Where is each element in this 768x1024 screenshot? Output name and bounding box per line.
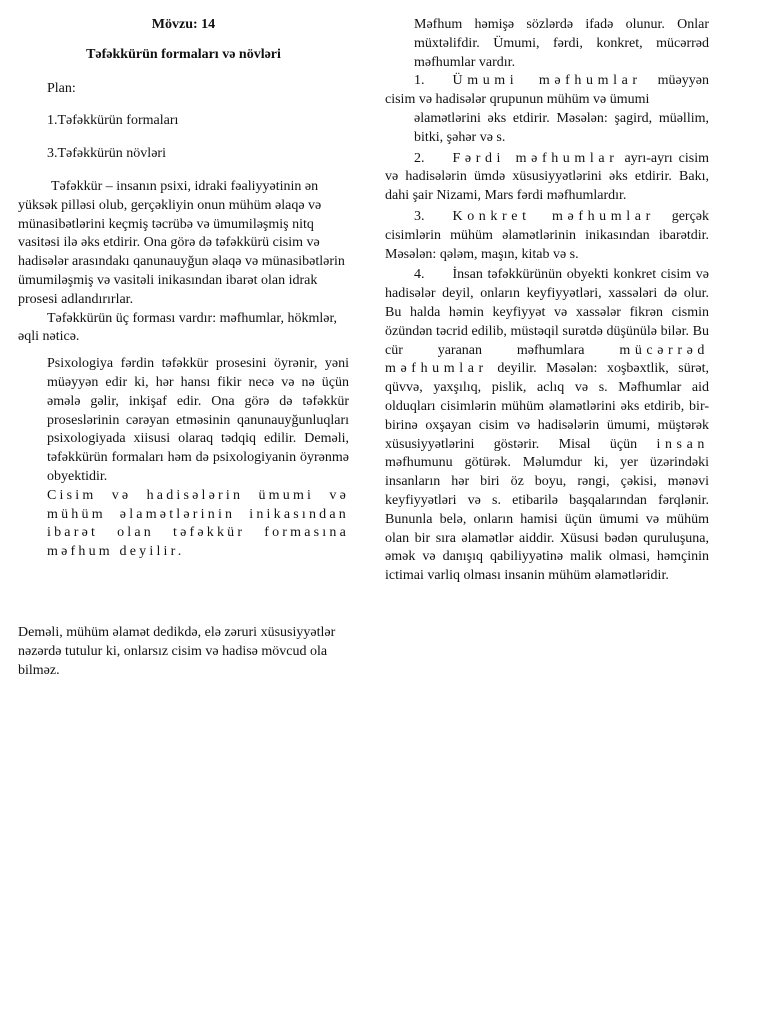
list-item: 4. İnsan təfəkkürünün obyekti konkret cisim və hadisələr deyil, onların keyfiyyətləri, xassələri də olur. Bu halda həmin keyfiyyət və xassələr fikrən cismin özündən təcrid edilib, müstəqil surətdə düşünülə bilər. Bu cür yaranan məfhumlara mücərrəd məfhumlar deyilir. Məsələn: xoşbəxtlik, sürət, qüvvə, yaxşılıq, pislik, aclıq və s. Məfhumlar aid olduqları cisimlərin mühüm əlamətlərini əks etdirib, bir-birinə oxşayan cisim və hadisələrin ümumi, müştərək xüsusiyyətlərini göstərir. Misal üçün insan məfhumunu götürək. Məlumdur ki, yer üzərindəki insanların hər biri öz boyu, rəngi, çəkisi, mənəvi keyfiyyətləri və s. etibarilə başqalarından fərqlənir. Bununla belə, onların hamisi üçün ümumi və mühüm olan bir sıra əlamətlər aiddir. Xüsusi bədən quruluşuna, əmək və danışıq qabiliyyətinə malik olmasi, həmçinin ictimai varliq olması insanin mühüm əlamətləridir.: [385, 267, 710, 584]
term-human: insan: [656, 436, 710, 452]
list-item: 1. Ümumi məfhumlar müəyyən cisim və hadisələr qrupunun mühüm və ümumi: [385, 73, 709, 108]
list-number: 4.: [414, 267, 425, 283]
term-individual: Fərdi məfhumlar: [452, 150, 619, 166]
term-abstract: mücərrəd məfhumlar: [385, 342, 709, 377]
concept-intro: Məfhum həmişə sözlərdə ifadə olunur. Onlar müxtəlifdir. Ümumi, fərdi, konkret, mücərrəd məfhumlar vardır.: [414, 17, 709, 70]
definition-paragraph: Təfəkkür – insanın psixi, idraki fəaliyyətinin ən yüksək pilləsi olub, gerçəkliyin onun mühüm əlaqə və münasibətlərini keçmiş təcrübə və ümumiləşmiş nitq vasitəsi ilə əks etdirir. Ona görə də təfəkkürü cisim və hadisələr arasındakı qanunauyğun əlaqə və münasibətlərin ümumiləşmiş və vasitəli inikasından ibarət olan idrak prosesi adlandırırlar.: [18, 178, 345, 307]
forms-paragraph: Təfəkkürün üç forması vardır: məfhumlar, hökmlər, əqli nəticə.: [18, 310, 338, 345]
term-concrete: Konkret məfhumlar: [452, 208, 655, 224]
list-number: 3.: [414, 208, 425, 224]
psychology-paragraph: Psixologiya fərdin təfəkkür prosesini öyrənir, yəni müəyyən edir ki, hər hansı fikir necə və nə üçün əmələ gəlir, inkişaf edir. Ona görə də təfəkkür proseslərinin cərəyan etməsinin qanunauyğunluqları psixologiyada xiisusi olaraq tədqiq edilir. Deməli, təfəkkürün formaları həm də psixologiyanin öyrənmə obyektidir.: [47, 356, 349, 484]
concept-definition: Cisim və hadisələrin ümumi və mühüm əlamətlərinin inikasından ibarət olan təfəkkür formasına məfhum deyilir.: [47, 487, 349, 560]
footer-paragraph: Deməli, mühüm əlamət dedikdə, elə zəruri xüsusiyyətlər nəzərdə tutulur ki, onlarsız cisim və hadisə mövcud ola bilməz.: [18, 625, 336, 678]
term-general: Ümumi məfhumlar: [452, 73, 642, 89]
plan-item: 1.Təfəkkürün formaları: [47, 113, 179, 129]
list-item: 3. Konkret məfhumlar gerçək cisimlərin mühüm əlamətlərinin inikasından ibarətdir. Məsələn: qələm, maşın, kitab və s.: [385, 208, 709, 262]
topic-heading: Mövzu: 14: [151, 17, 216, 32]
list-number: 1.: [414, 73, 425, 89]
page-title: Təfəkkürün formaları və növləri: [86, 46, 281, 62]
list-item: 2. Fərdi məfhumlar ayrı-ayrı cisim və hadisələrin ümdə xüsusiyyətlərini əks etdirir. Bakı, dahi şair Nizami, Mars fərdi məfhumlardır.: [385, 150, 709, 204]
list-number: 2.: [414, 150, 425, 166]
left-column: [18, 16, 349, 562]
plan-item: 3.Təfəkkürün növləri: [47, 146, 166, 162]
plan-label: Plan:: [47, 80, 76, 96]
list-item-continuation: əlamətlərini əks etdirir. Məsələn: şagird, müəllim, bitki, şəhər və s.: [414, 110, 709, 145]
right-column: [385, 16, 709, 586]
